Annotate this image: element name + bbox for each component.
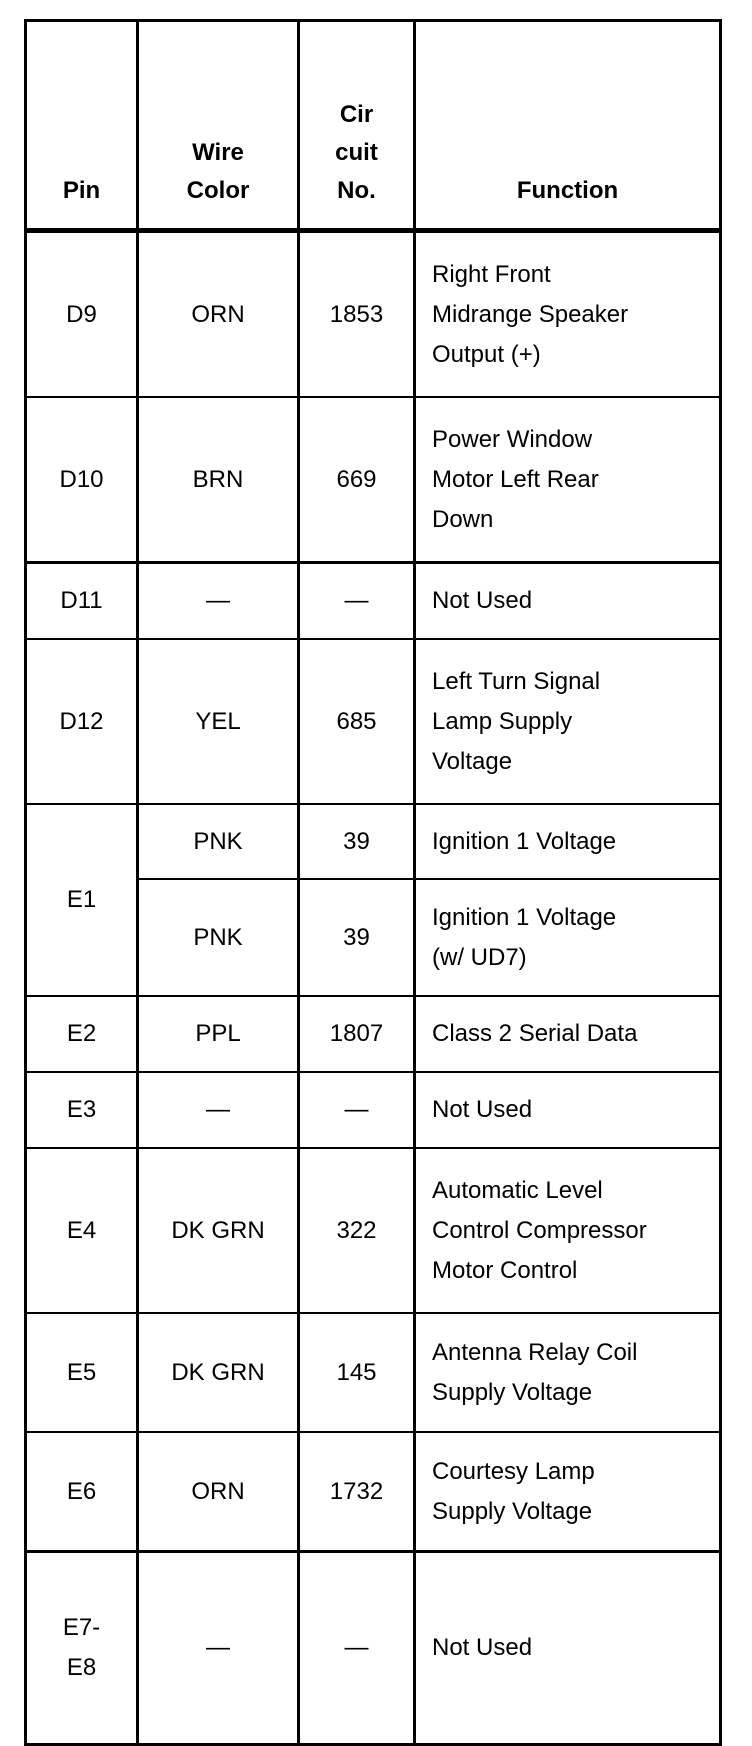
function-line: Voltage	[432, 747, 513, 775]
function-line: Courtesy Lamp	[432, 1457, 595, 1485]
function-line: Right Front	[432, 260, 551, 288]
wire-color-cell: ORN	[138, 1432, 299, 1552]
function-line: Power Window	[432, 425, 593, 453]
pin-cell: E3	[26, 1072, 138, 1148]
function-line: Ignition 1 Voltage	[432, 827, 617, 855]
circuit-cell: 685	[299, 639, 415, 804]
function-cell	[415, 1432, 721, 1552]
table-row	[26, 1148, 721, 1313]
function-line: Supply Voltage	[432, 1378, 593, 1406]
function-cell	[415, 397, 721, 563]
pin-cell: D10	[26, 397, 138, 563]
wire-color-cell: PPL	[138, 996, 299, 1072]
pin-cell: E4	[26, 1148, 138, 1313]
pin-line: E7-	[62, 1614, 101, 1641]
function-cell	[415, 879, 721, 996]
header-function-line: Function	[516, 177, 619, 204]
table-row	[26, 996, 721, 1072]
wire-color-cell: —	[138, 563, 299, 640]
circuit-cell: 322	[299, 1148, 415, 1313]
wire-color-cell: DK GRN	[138, 1148, 299, 1313]
function-line: Control Compressor	[432, 1216, 647, 1244]
header-circuit-line-2: cuit	[335, 139, 378, 166]
circuit-cell: 39	[299, 804, 415, 879]
function-line: Class 2 Serial Data	[432, 1020, 638, 1047]
wire-color-cell: ORN	[138, 231, 299, 398]
pin-cell: E2	[26, 996, 138, 1072]
function-line: Not Used	[432, 1096, 533, 1123]
function-line: Antenna Relay Coil	[432, 1338, 638, 1366]
table-row	[26, 1072, 721, 1148]
table-row	[26, 639, 721, 804]
table-row	[26, 397, 721, 563]
function-line: Midrange Speaker	[432, 300, 629, 328]
pin-cell: E5	[26, 1313, 138, 1432]
function-cell	[415, 639, 721, 804]
pin-cell: D11	[26, 563, 138, 640]
function-line: Supply Voltage	[432, 1497, 593, 1525]
circuit-cell: 1807	[299, 996, 415, 1072]
function-line: (w/ UD7)	[432, 943, 527, 971]
function-cell	[415, 231, 721, 398]
function-line: Ignition 1 Voltage	[432, 903, 617, 931]
circuit-cell: —	[299, 563, 415, 640]
connector-pinout-sheet	[24, 19, 719, 1746]
header-circuit-no	[299, 21, 415, 231]
circuit-cell: 39	[299, 879, 415, 996]
wire-color-cell: BRN	[138, 397, 299, 563]
function-cell	[415, 1552, 721, 1745]
wire-color-cell: PNK	[138, 804, 299, 879]
circuit-cell: —	[299, 1552, 415, 1745]
header-function	[415, 21, 721, 231]
circuit-cell: 145	[299, 1313, 415, 1432]
function-line: Output (+)	[432, 340, 541, 368]
wire-color-cell: YEL	[138, 639, 299, 804]
circuit-cell: 669	[299, 397, 415, 563]
table-row	[26, 1432, 721, 1552]
function-cell	[415, 996, 721, 1072]
function-line: Automatic Level	[432, 1176, 603, 1204]
wire-color-cell: —	[138, 1552, 299, 1745]
function-cell	[415, 804, 721, 879]
pin-cell: E1	[26, 804, 138, 996]
function-cell	[415, 1148, 721, 1313]
circuit-cell: 1732	[299, 1432, 415, 1552]
table-row	[26, 231, 721, 398]
pin-cell: D9	[26, 231, 138, 398]
circuit-cell: 1853	[299, 231, 415, 398]
header-wire-color	[138, 21, 299, 231]
pin-cell	[26, 1552, 138, 1745]
function-line: Not Used	[432, 1634, 533, 1661]
pinout-table	[24, 19, 722, 1746]
header-wire-line-1: Wire	[192, 139, 244, 166]
function-cell	[415, 1072, 721, 1148]
header-pin-line: Pin	[62, 177, 101, 204]
table-row	[26, 1313, 721, 1432]
wire-color-cell: DK GRN	[138, 1313, 299, 1432]
circuit-cell: —	[299, 1072, 415, 1148]
function-line: Lamp Supply	[432, 707, 573, 735]
function-cell	[415, 1313, 721, 1432]
function-line: Motor Control	[432, 1256, 578, 1284]
table-row	[26, 1552, 721, 1745]
header-wire-line-2: Color	[186, 177, 250, 204]
function-line: Not Used	[432, 587, 533, 614]
table-row	[26, 563, 721, 640]
wire-color-cell: —	[138, 1072, 299, 1148]
pin-cell: D12	[26, 639, 138, 804]
pin-cell: E6	[26, 1432, 138, 1552]
function-cell	[415, 563, 721, 640]
pin-line: E8	[66, 1654, 97, 1681]
table-row	[26, 804, 721, 879]
header-pin	[26, 21, 138, 231]
function-line: Left Turn Signal	[432, 667, 601, 695]
function-line: Down	[432, 505, 494, 533]
header-circuit-line-3: No.	[337, 177, 376, 204]
wire-color-cell: PNK	[138, 879, 299, 996]
function-line: Motor Left Rear	[432, 465, 599, 493]
header-row	[26, 21, 721, 231]
header-circuit-line-1: Cir	[339, 101, 374, 128]
